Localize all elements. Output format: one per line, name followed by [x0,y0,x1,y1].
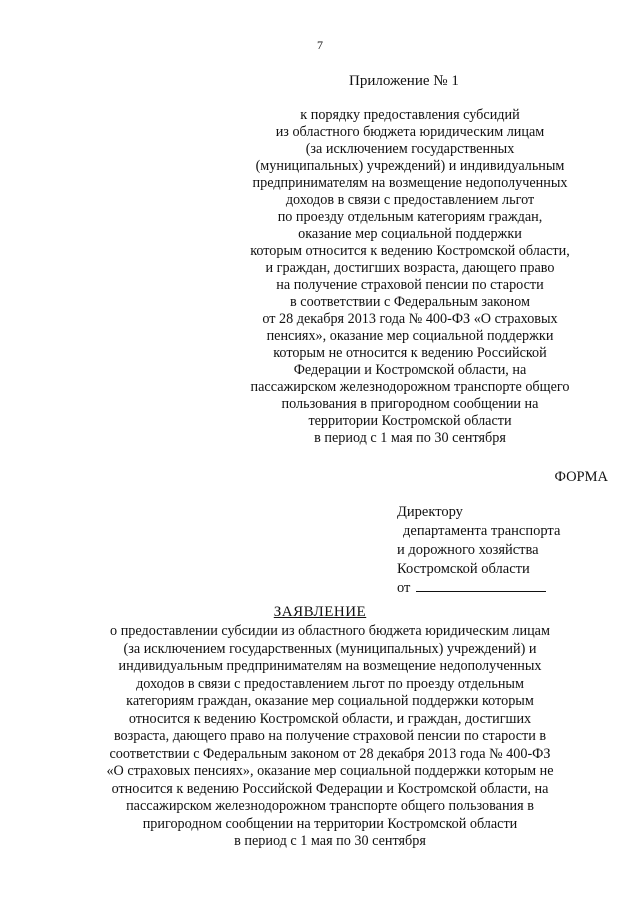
statement-line: относится к ведению Российской Федерации и Костромской области, на [111,780,549,797]
appendix-line: в соответствии с Федеральным законом [290,294,530,310]
appendix-line: которым относится к ведению Костромской области, [250,243,570,259]
statement-body [60,623,600,851]
statement-line: (за исключением государственных (муниципальных) учреждений) и [123,640,537,657]
statement-line: категориям граждан, оказание мер социальной поддержки которым [126,693,534,709]
appendix-line: Федерации и Костромской области, на [293,362,527,378]
statement-line: соответствии с Федеральным законом от 28 декабря 2013 года № 400-ФЗ [109,745,551,762]
appendix-line: территории Костромской области [308,413,512,429]
appendix-description [200,107,620,447]
addressee-department-cont: и дорожного хозяйства [397,542,539,558]
appendix-line: пользования в пригородном сообщении на [281,396,539,412]
appendix-title: Приложение № 1 [349,73,459,89]
appendix-line: к порядку предоставления субсидий [300,107,520,123]
statement-line: пассажирском железнодорожном транспорте общего пользования в [126,798,534,814]
from-blank-field[interactable] [416,579,546,592]
appendix-line: которым не относится к ведению Российской [273,345,547,361]
from-label: от [397,580,411,596]
statement-line: «О страховых пенсиях», оказание мер социальной поддержки которым не [106,763,554,779]
statement-line: возраста, дающего право на получение страховой пенсии по старости в [113,728,547,744]
addressee-from-row [397,579,560,598]
appendix-line: предпринимателям на возмещение недополученных [252,175,568,191]
appendix-line: (муниципальных) учреждений) и индивидуальным [255,158,565,174]
appendix-line: и граждан, достигших возраста, дающего право [265,260,555,276]
appendix-line: пенсиях», оказание мер социальной поддержки [266,328,554,344]
statement-line: относится к ведению Костромской области, и граждан, достигших [128,710,532,727]
statement-line: в период с 1 мая по 30 сентября [234,833,426,849]
appendix-line: оказание мер социальной поддержки [298,226,522,242]
appendix-line: доходов в связи с предоставлением льгот [285,192,535,208]
addressee-block [397,503,560,598]
appendix-line: на получение страховой пенсии по старости [276,277,544,293]
addressee-region: Костромской области [397,561,530,577]
appendix-line: из областного бюджета юридическим лицам [275,124,545,140]
statement-title: ЗАЯВЛЕНИЕ [273,604,367,620]
statement-line: о предоставлении субсидии из областного бюджета юридическим лицам [110,623,550,639]
appendix-line: пассажирском железнодорожном транспорте общего [250,379,570,395]
addressee-title: Директору [397,504,463,520]
statement-line: индивидуальным предпринимателям на возмещение недополученных [118,658,542,674]
statement-line: доходов в связи с предоставлением льгот по проезду отдельным [136,675,524,692]
statement-line: пригородном сообщении на территории Костромской области [142,815,518,832]
appendix-line: в период с 1 мая по 30 сентября [314,430,506,446]
form-label: ФОРМА [554,469,608,485]
appendix-line: по проезду отдельным категориям граждан, [277,209,543,225]
appendix-line: от 28 декабря 2013 года № 400-ФЗ «О страховых [262,311,558,327]
appendix-line: (за исключением государственных [305,141,515,157]
addressee-department: департамента транспорта [403,523,561,539]
page-number: 7 [317,38,323,52]
